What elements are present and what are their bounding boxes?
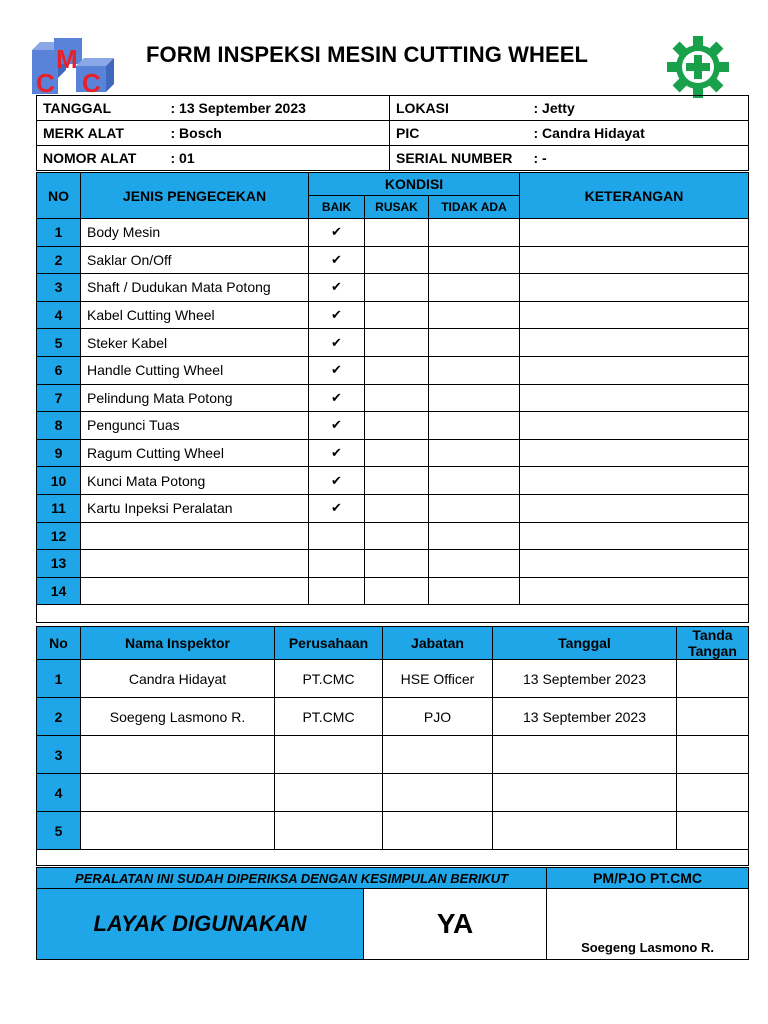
merk-label: MERK ALAT xyxy=(37,121,167,146)
inspector-row-ttd xyxy=(677,660,749,698)
checklist-row-keterangan xyxy=(520,522,749,550)
checklist-row-rusak xyxy=(365,356,429,384)
inspector-row xyxy=(37,812,749,850)
checklist-row-rusak xyxy=(365,522,429,550)
inspector-table xyxy=(36,626,749,866)
checklist-row-rusak xyxy=(365,329,429,357)
checklist-row-baik: ✔ xyxy=(309,384,365,412)
logo-letter-c1: C xyxy=(36,68,55,96)
insp-ttd-line1: Tanda xyxy=(692,627,733,643)
inspector-row-nama xyxy=(81,736,275,774)
pic-label: PIC xyxy=(390,121,530,146)
col-baik-header: BAIK xyxy=(309,196,365,219)
checklist-row-tidak-ada xyxy=(429,274,520,302)
checklist-row xyxy=(37,550,749,578)
checklist-row-tidak-ada xyxy=(429,494,520,522)
inspector-row-jabatan xyxy=(383,812,493,850)
checklist-row xyxy=(37,356,749,384)
checklist-row-keterangan xyxy=(520,274,749,302)
checklist-row xyxy=(37,494,749,522)
checklist-row-baik: ✔ xyxy=(309,274,365,302)
checklist-row-baik: ✔ xyxy=(309,219,365,247)
checklist-row-item: Ragum Cutting Wheel xyxy=(81,439,309,467)
lokasi-label: LOKASI xyxy=(390,96,530,121)
checklist-row-keterangan xyxy=(520,577,749,605)
conclusion-table xyxy=(36,867,749,960)
insp-ttd-line2: Tangan xyxy=(688,643,737,659)
serial-value: : - xyxy=(530,146,749,171)
inspector-row-no: 2 xyxy=(37,698,81,736)
inspector-row-tanggal: 13 September 2023 xyxy=(493,698,677,736)
inspector-row-jabatan: PJO xyxy=(383,698,493,736)
checklist-row-baik: ✔ xyxy=(309,412,365,440)
checklist-row-rusak xyxy=(365,467,429,495)
inspector-row-no: 4 xyxy=(37,774,81,812)
checklist-row xyxy=(37,219,749,247)
inspector-row-no: 5 xyxy=(37,812,81,850)
checklist-row xyxy=(37,577,749,605)
checklist-row-baik xyxy=(309,522,365,550)
checklist-row-keterangan xyxy=(520,550,749,578)
inspector-row-ttd xyxy=(677,736,749,774)
checklist-row-rusak xyxy=(365,494,429,522)
tanggal-value: : 13 September 2023 xyxy=(167,96,390,121)
checklist-row-item: Steker Kabel xyxy=(81,329,309,357)
col-rusak-header: RUSAK xyxy=(365,196,429,219)
insp-jabatan-header: Jabatan xyxy=(383,627,493,660)
checklist-row-no: 2 xyxy=(37,246,81,274)
spacer-cell xyxy=(37,605,749,623)
checklist-row-baik: ✔ xyxy=(309,494,365,522)
checklist-row-no: 14 xyxy=(37,577,81,605)
col-jenis-header: JENIS PENGECEKAN xyxy=(81,173,309,219)
approver-title: PM/PJO PT.CMC xyxy=(547,868,749,889)
checklist-row-tidak-ada xyxy=(429,467,520,495)
checklist-row-keterangan xyxy=(520,467,749,495)
checklist-row-item: Body Mesin xyxy=(81,219,309,247)
col-kondisi-header: KONDISI xyxy=(309,173,520,196)
checklist-row-rusak xyxy=(365,412,429,440)
inspector-body xyxy=(37,660,749,866)
spacer-cell xyxy=(37,850,749,866)
insp-nama-header: Nama Inspektor xyxy=(81,627,275,660)
checklist-row-no: 11 xyxy=(37,494,81,522)
inspector-row-nama: Candra Hidayat xyxy=(81,660,275,698)
checklist-row-keterangan xyxy=(520,439,749,467)
checklist-row-no: 4 xyxy=(37,301,81,329)
checklist-row-rusak xyxy=(365,274,429,302)
checklist-row-tidak-ada xyxy=(429,384,520,412)
checklist-row-baik: ✔ xyxy=(309,467,365,495)
checklist-row-item: Pengunci Tuas xyxy=(81,412,309,440)
checklist-row-baik: ✔ xyxy=(309,439,365,467)
inspector-row-nama: Soegeng Lasmono R. xyxy=(81,698,275,736)
checklist-row-tidak-ada xyxy=(429,329,520,357)
inspector-row-perusahaan: PT.CMC xyxy=(275,698,383,736)
checklist-row-no: 10 xyxy=(37,467,81,495)
conclusion-result: LAYAK DIGUNAKAN xyxy=(37,889,364,960)
checklist-row-baik: ✔ xyxy=(309,356,365,384)
lokasi-value: : Jetty xyxy=(530,96,749,121)
inspector-row-no: 3 xyxy=(37,736,81,774)
checklist-row-tidak-ada xyxy=(429,550,520,578)
checklist-row-item: Shaft / Dudukan Mata Potong xyxy=(81,274,309,302)
checklist-row-tidak-ada xyxy=(429,439,520,467)
checklist-row-item: Pelindung Mata Potong xyxy=(81,384,309,412)
col-no-header: NO xyxy=(37,173,81,219)
checklist-row-rusak xyxy=(365,550,429,578)
checklist-row-item: Kunci Mata Potong xyxy=(81,467,309,495)
inspector-row-jabatan: HSE Officer xyxy=(383,660,493,698)
checklist-row-tidak-ada xyxy=(429,301,520,329)
safety-gear-icon xyxy=(664,36,732,98)
tanggal-label: TANGGAL xyxy=(37,96,167,121)
checklist-row-tidak-ada xyxy=(429,577,520,605)
inspector-row-tanggal xyxy=(493,812,677,850)
checklist-row xyxy=(37,301,749,329)
insp-perusahaan-header: Perusahaan xyxy=(275,627,383,660)
merk-value: : Bosch xyxy=(167,121,390,146)
inspector-row-no: 1 xyxy=(37,660,81,698)
insp-tanggal-header: Tanggal xyxy=(493,627,677,660)
inspector-spacer-row xyxy=(37,850,749,866)
checklist-row-item xyxy=(81,577,309,605)
checklist-body xyxy=(37,219,749,623)
checklist-row-no: 12 xyxy=(37,522,81,550)
inspector-row xyxy=(37,660,749,698)
col-keterangan-header: KETERANGAN xyxy=(520,173,749,219)
inspector-row-ttd xyxy=(677,698,749,736)
checklist-row-keterangan xyxy=(520,329,749,357)
checklist-row-rusak xyxy=(365,301,429,329)
checklist-row-item xyxy=(81,522,309,550)
checklist-row-no: 5 xyxy=(37,329,81,357)
approver-name: Soegeng Lasmono R. xyxy=(547,889,749,960)
checklist-row-keterangan xyxy=(520,301,749,329)
checklist-row-baik: ✔ xyxy=(309,301,365,329)
inspector-row-nama xyxy=(81,812,275,850)
checklist-row-no: 3 xyxy=(37,274,81,302)
checklist-row xyxy=(37,384,749,412)
info-table xyxy=(36,95,749,171)
checklist-row xyxy=(37,412,749,440)
checklist-row-no: 13 xyxy=(37,550,81,578)
inspector-row-perusahaan xyxy=(275,812,383,850)
checklist-row xyxy=(37,467,749,495)
checklist-row-item: Kartu Inpeksi Peralatan xyxy=(81,494,309,522)
checklist-row-tidak-ada xyxy=(429,246,520,274)
inspector-row-perusahaan xyxy=(275,774,383,812)
inspector-row xyxy=(37,736,749,774)
logo-letter-c2: C xyxy=(82,68,101,96)
nomor-value: : 01 xyxy=(167,146,390,171)
checklist-row-baik: ✔ xyxy=(309,329,365,357)
checklist-row-no: 1 xyxy=(37,219,81,247)
checklist-row-rusak xyxy=(365,384,429,412)
conclusion-answer: YA xyxy=(364,889,547,960)
insp-no-header: No xyxy=(37,627,81,660)
inspector-row-perusahaan xyxy=(275,736,383,774)
checklist-table xyxy=(36,172,749,623)
checklist-row-keterangan xyxy=(520,246,749,274)
checklist-row-tidak-ada xyxy=(429,219,520,247)
inspector-row-nama xyxy=(81,774,275,812)
inspector-row-ttd xyxy=(677,812,749,850)
checklist-row-rusak xyxy=(365,246,429,274)
cmc-logo xyxy=(30,36,118,96)
checklist-row xyxy=(37,329,749,357)
checklist-row xyxy=(37,246,749,274)
inspector-row-perusahaan: PT.CMC xyxy=(275,660,383,698)
checklist-spacer-row xyxy=(37,605,749,623)
checklist-row-rusak xyxy=(365,219,429,247)
inspector-row-jabatan xyxy=(383,736,493,774)
checklist-row xyxy=(37,522,749,550)
checklist-row xyxy=(37,274,749,302)
checklist-row-tidak-ada xyxy=(429,412,520,440)
inspector-row-tanggal: 13 September 2023 xyxy=(493,660,677,698)
conclusion-statement: PERALATAN INI SUDAH DIPERIKSA DENGAN KESIMPULAN BERIKUT xyxy=(37,868,547,889)
inspector-row xyxy=(37,774,749,812)
checklist-row-item: Saklar On/Off xyxy=(81,246,309,274)
checklist-row xyxy=(37,439,749,467)
checklist-row-rusak xyxy=(365,439,429,467)
checklist-row-no: 9 xyxy=(37,439,81,467)
checklist-row-baik: ✔ xyxy=(309,246,365,274)
checklist-row-item: Handle Cutting Wheel xyxy=(81,356,309,384)
checklist-row-keterangan xyxy=(520,356,749,384)
pic-value: : Candra Hidayat xyxy=(530,121,749,146)
checklist-row-tidak-ada xyxy=(429,356,520,384)
checklist-row-keterangan xyxy=(520,412,749,440)
inspector-row xyxy=(37,698,749,736)
nomor-label: NOMOR ALAT xyxy=(37,146,167,171)
inspector-row-tanggal xyxy=(493,736,677,774)
checklist-row-keterangan xyxy=(520,219,749,247)
page-title: FORM INSPEKSI MESIN CUTTING WHEEL xyxy=(146,42,589,67)
inspector-row-tanggal xyxy=(493,774,677,812)
checklist-row-no: 8 xyxy=(37,412,81,440)
checklist-row-item: Kabel Cutting Wheel xyxy=(81,301,309,329)
checklist-row-baik xyxy=(309,577,365,605)
checklist-row-keterangan xyxy=(520,384,749,412)
serial-label: SERIAL NUMBER xyxy=(390,146,530,171)
insp-ttd-header xyxy=(677,627,749,660)
checklist-row-baik xyxy=(309,550,365,578)
col-tidak-ada-header: TIDAK ADA xyxy=(429,196,520,219)
checklist-row-keterangan xyxy=(520,494,749,522)
checklist-row-no: 7 xyxy=(37,384,81,412)
inspector-row-ttd xyxy=(677,774,749,812)
checklist-row-rusak xyxy=(365,577,429,605)
checklist-row-no: 6 xyxy=(37,356,81,384)
checklist-row-tidak-ada xyxy=(429,522,520,550)
logo-letter-m: M xyxy=(56,44,78,74)
inspector-row-jabatan xyxy=(383,774,493,812)
checklist-row-item xyxy=(81,550,309,578)
